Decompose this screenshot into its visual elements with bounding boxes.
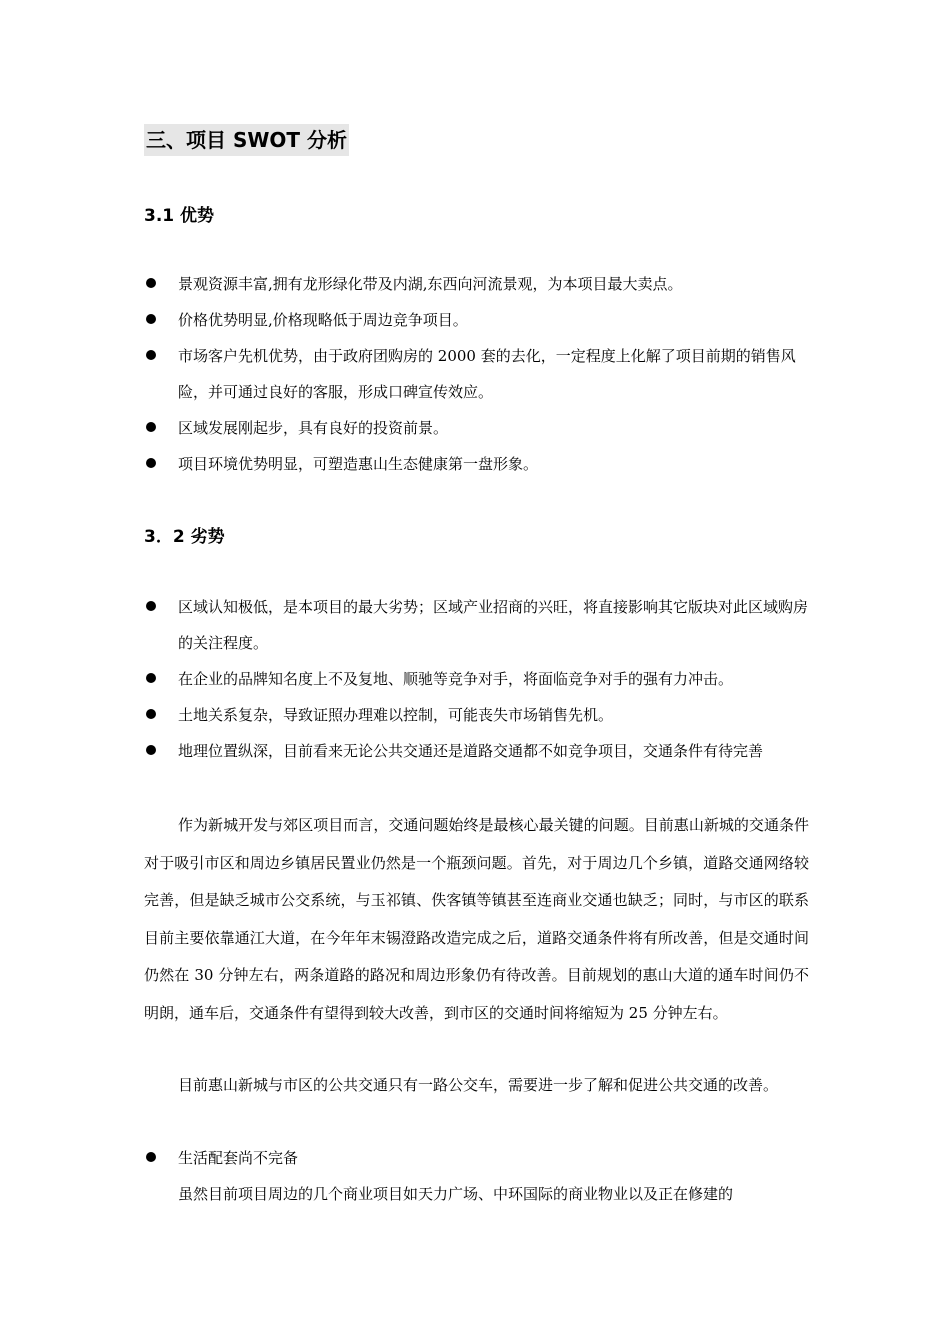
list-item [144,733,809,769]
list-item [144,266,809,302]
bullet-dot-icon [146,673,156,683]
list-item [144,589,809,661]
list-item-text: 价格优势明显,价格现略低于周边竞争项目。 [178,311,468,329]
strengths-list [144,266,809,482]
list-item-text: 地理位置纵深，目前看来无论公共交通还是道路交通都不如竞争项目，交通条件有待完善 [178,742,764,760]
list-item-text: 区域认知极低，是本项目的最大劣势；区域产业招商的兴旺，将直接影响其它版块对此区域购房的关注程度。 [178,598,809,652]
list-item-text: 项目环境优势明显，可塑造惠山生态健康第一盘形象。 [178,455,539,473]
bullet-dot-icon [146,422,156,432]
weaknesses-list [144,589,809,769]
list-item [144,1140,809,1176]
bullet-dot-icon [146,1152,156,1162]
bullet-dot-icon [146,350,156,360]
traffic-paragraph: 作为新城开发与郊区项目而言，交通问题始终是最核心最关键的问题。目前惠山新城的交通条件对于吸引市区和周边乡镇居民置业仍然是一个瓶颈问题。首先，对于周边几个乡镇，道路交通网络较完善，但是缺乏城市公交系统，与玉祁镇、佚客镇等镇甚至连商业交通也缺乏；同时，与市区的联系目前主要依靠通江大道，在今年年末锡澄路改造完成之后，道路交通条件将有所改善，但是交通时间仍然在 30 分钟左右，两条道路的路况和周边形象仍有待改善。目前规划的惠山大道的通车时间仍不明朗，通车后，交通条件有望得到较大改善，到市区的交通时间将缩短为 25 分钟左右。 [144,816,809,1022]
list-item-text: 在企业的品牌知名度上不及复地、顺驰等竞争对手，将面临竞争对手的强有力冲击。 [178,670,734,688]
list-item [144,338,809,410]
list-item-text: 土地关系复杂，导致证照办理难以控制，可能丧失市场销售先机。 [178,706,614,724]
bullet-dot-icon [146,709,156,719]
list-item-text: 区域发展刚起步，具有良好的投资前景。 [178,419,449,437]
list-item [144,302,809,338]
list-item [144,410,809,446]
living-facilities-list [144,1140,809,1176]
public-transit-paragraph: 目前惠山新城与市区的公共交通只有一路公交车，需要进一步了解和促进公共交通的改善。 [178,1076,779,1094]
section-title: 三、项目 SWOT 分析 [144,124,349,156]
weaknesses-title: 3．2 劣势 [144,527,225,547]
list-item-text: 景观资源丰富,拥有龙形绿化带及内湖,东西向河流景观，为本项目最大卖点。 [178,275,683,293]
bullet-dot-icon [146,601,156,611]
bullet-dot-icon [146,314,156,324]
bullet-dot-icon [146,745,156,755]
strengths-title: 3.1 优势 [144,206,215,226]
list-item-text: 生活配套尚不完备 [178,1149,299,1167]
list-item [144,697,809,733]
commercial-paragraph: 虽然目前项目周边的几个商业项目如天力广场、中环国际的商业物业以及正在修建的 [178,1185,734,1203]
list-item [144,446,809,482]
bullet-dot-icon [146,278,156,288]
list-item [144,661,809,697]
bullet-dot-icon [146,458,156,468]
list-item-text: 市场客户先机优势，由于政府团购房的 2000 套的去化，一定程度上化解了项目前期的销售风险，并可通过良好的客服，形成口碑宣传效应。 [178,347,796,401]
